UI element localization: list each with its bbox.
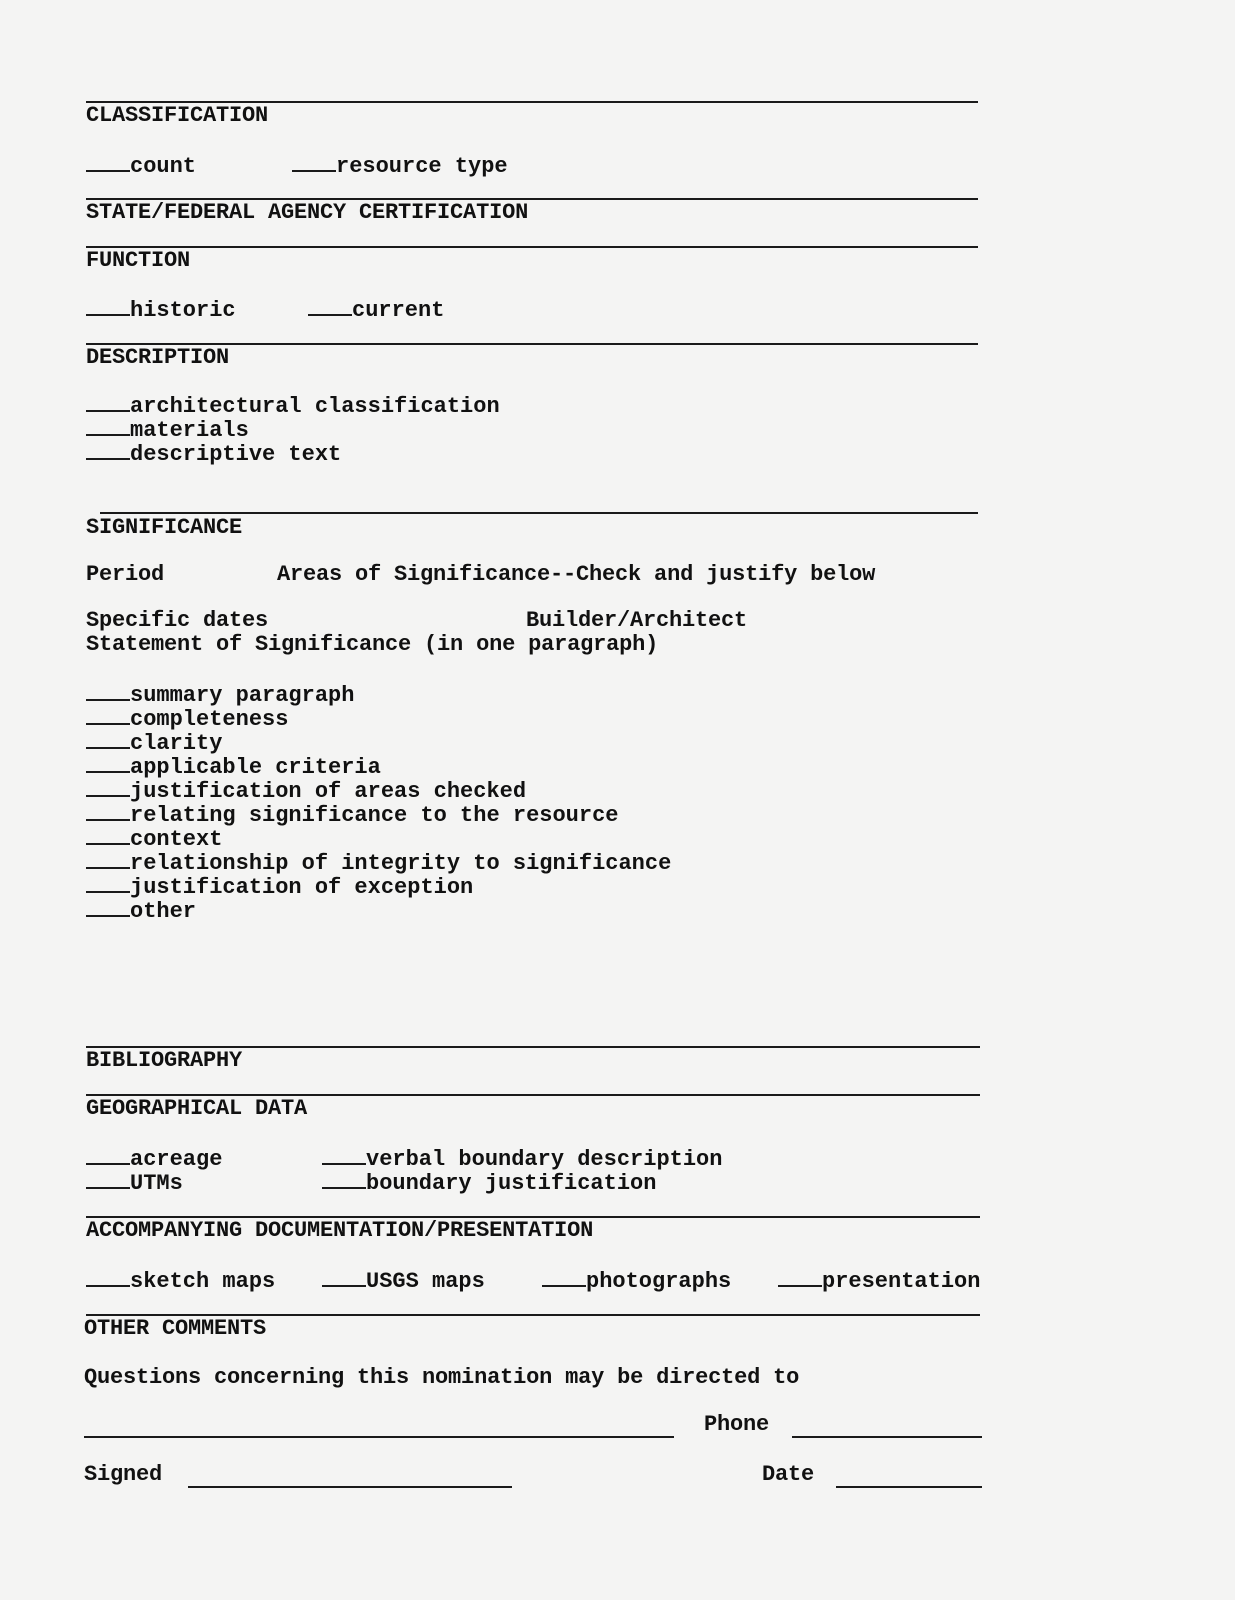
- significance-heading: SIGNIFICANCE: [86, 515, 243, 540]
- check-blank[interactable]: [86, 1145, 130, 1165]
- signed-label: Signed: [84, 1462, 163, 1487]
- builder-architect-label: Builder/Architect: [526, 608, 748, 633]
- check-blank[interactable]: [86, 1169, 130, 1189]
- contact-name-line[interactable]: [84, 1436, 674, 1438]
- check-blank[interactable]: [86, 296, 130, 316]
- check-blank[interactable]: [86, 777, 130, 797]
- checkbox-usgs-maps[interactable]: USGS maps: [322, 1267, 485, 1294]
- checkbox-architectural-classification[interactable]: architectural classification: [86, 392, 500, 419]
- check-blank[interactable]: [86, 416, 130, 436]
- checkbox-applicable-criteria[interactable]: applicable criteria: [86, 753, 381, 780]
- checkbox-summary-paragraph[interactable]: summary paragraph: [86, 681, 354, 708]
- checkbox-completeness[interactable]: completeness: [86, 705, 288, 732]
- check-blank[interactable]: [86, 825, 130, 845]
- check-blank[interactable]: [322, 1267, 366, 1287]
- checkbox-resource-type[interactable]: resource type: [292, 152, 508, 179]
- questions-text: Questions concerning this nomination may be directed to: [84, 1365, 800, 1390]
- specific-dates-label: Specific dates: [86, 608, 269, 633]
- date-line[interactable]: [836, 1486, 982, 1488]
- check-blank[interactable]: [86, 440, 130, 460]
- classification-heading: CLASSIFICATION: [86, 103, 269, 128]
- checkbox-clarity[interactable]: clarity: [86, 729, 222, 756]
- check-blank[interactable]: [86, 873, 130, 893]
- checkbox-historic[interactable]: historic: [86, 296, 236, 323]
- checkbox-justification-of-areas[interactable]: justification of areas checked: [86, 777, 526, 804]
- comments-heading: OTHER COMMENTS: [84, 1316, 267, 1341]
- check-blank[interactable]: [542, 1267, 586, 1287]
- checkbox-descriptive-text[interactable]: descriptive text: [86, 440, 341, 467]
- check-blank[interactable]: [86, 801, 130, 821]
- certification-heading: STATE/FEDERAL AGENCY CERTIFICATION: [86, 200, 529, 225]
- geographical-heading: GEOGRAPHICAL DATA: [86, 1096, 308, 1121]
- check-blank[interactable]: [86, 729, 130, 749]
- function-heading: FUNCTION: [86, 248, 191, 273]
- documentation-heading: ACCOMPANYING DOCUMENTATION/PRESENTATION: [86, 1218, 594, 1243]
- check-blank[interactable]: [86, 897, 130, 917]
- check-blank[interactable]: [308, 296, 352, 316]
- checkbox-materials[interactable]: materials: [86, 416, 249, 443]
- phone-line[interactable]: [792, 1436, 982, 1438]
- checkbox-relationship-of-integrity[interactable]: relationship of integrity to significance: [86, 849, 671, 876]
- check-blank[interactable]: [322, 1169, 366, 1189]
- check-blank[interactable]: [86, 152, 130, 172]
- checkbox-current[interactable]: current: [308, 296, 444, 323]
- checkbox-count[interactable]: count: [86, 152, 196, 179]
- checkbox-sketch-maps[interactable]: sketch maps: [86, 1267, 275, 1294]
- checkbox-other[interactable]: other: [86, 897, 196, 924]
- check-blank[interactable]: [86, 705, 130, 725]
- check-blank[interactable]: [86, 1267, 130, 1287]
- checkbox-relating-significance[interactable]: relating significance to the resource: [86, 801, 618, 828]
- bibliography-heading: BIBLIOGRAPHY: [86, 1048, 243, 1073]
- check-blank[interactable]: [778, 1267, 822, 1287]
- statement-label: Statement of Significance (in one paragraph): [86, 632, 659, 657]
- checkbox-justification-of-exception[interactable]: justification of exception: [86, 873, 473, 900]
- areas-of-significance-label: Areas of Significance--Check and justify below: [277, 562, 876, 587]
- check-blank[interactable]: [86, 849, 130, 869]
- section-rule: [100, 512, 978, 514]
- check-blank[interactable]: [86, 392, 130, 412]
- date-label: Date: [762, 1462, 815, 1487]
- signature-line[interactable]: [188, 1486, 512, 1488]
- checkbox-presentation[interactable]: presentation: [778, 1267, 980, 1294]
- section-rule: [86, 246, 978, 248]
- check-blank[interactable]: [322, 1145, 366, 1165]
- description-heading: DESCRIPTION: [86, 345, 230, 370]
- checkbox-acreage[interactable]: acreage: [86, 1145, 222, 1172]
- checkbox-photographs[interactable]: photographs: [542, 1267, 731, 1294]
- phone-label: Phone: [704, 1412, 770, 1437]
- check-blank[interactable]: [86, 753, 130, 773]
- checkbox-utms[interactable]: UTMs: [86, 1169, 183, 1196]
- checkbox-verbal-boundary-description[interactable]: verbal boundary description: [322, 1145, 722, 1172]
- checkbox-context[interactable]: context: [86, 825, 222, 852]
- check-blank[interactable]: [86, 681, 130, 701]
- period-label: Period: [86, 562, 165, 587]
- check-blank[interactable]: [292, 152, 336, 172]
- checkbox-boundary-justification[interactable]: boundary justification: [322, 1169, 656, 1196]
